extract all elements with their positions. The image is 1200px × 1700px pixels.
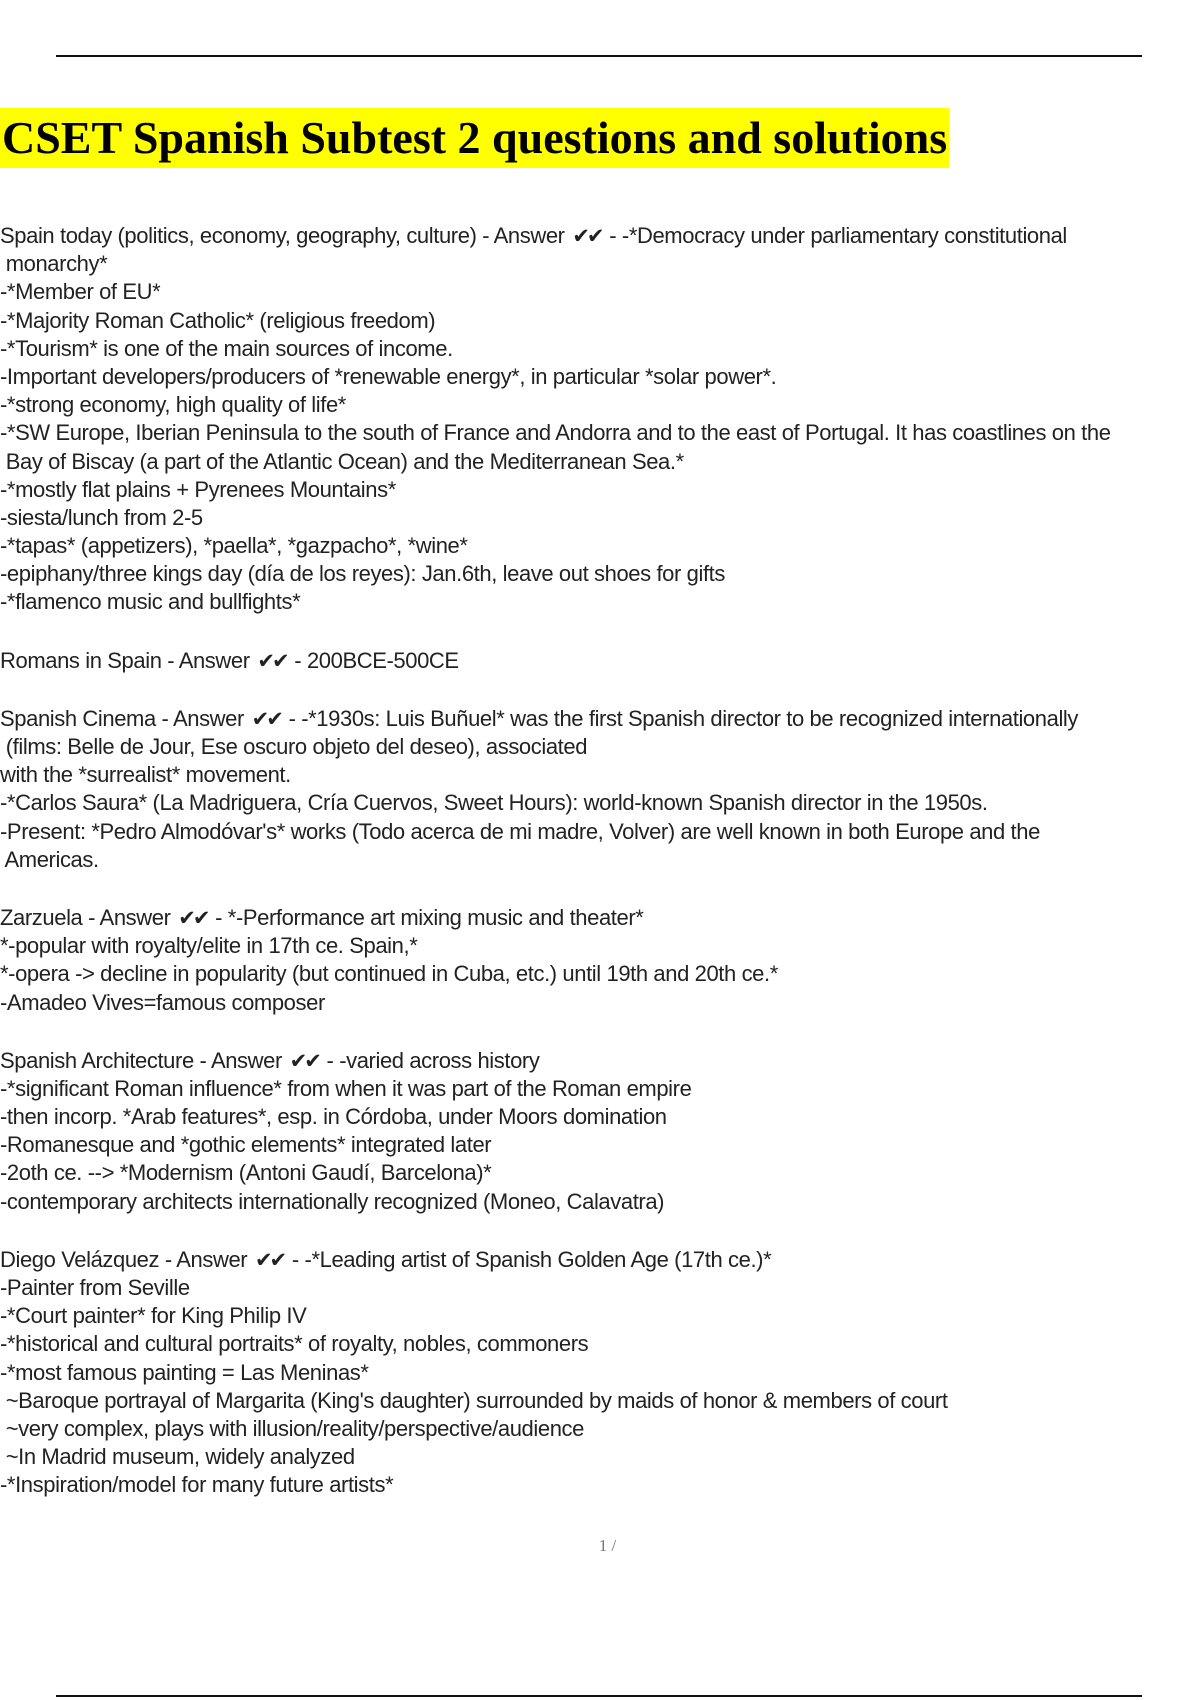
question-term: Diego Velázquez (0, 1246, 160, 1272)
qa-question-line: Spanish Cinema - Answer ✔✔ - -*1930s: Luis Buñuel* was the first Spanish director to be recognized internationally (0, 705, 1079, 731)
answer-line: -*strong economy, high quality of life* (0, 392, 346, 418)
check-mark-icon: ✔✔ (254, 1247, 285, 1272)
answer-line: ~Baroque portrayal of Margarita (King's daughter) surrounded by maids of honor & members of court (0, 1387, 948, 1413)
answer-line: -contemporary architects internationally recognized (Moneo, Calavatra) (0, 1188, 665, 1214)
answer-line: -*historical and cultural portraits* of royalty, nobles, commoners (0, 1331, 589, 1357)
check-mark-icon: ✔✔ (178, 905, 208, 930)
question-term: Zarzuela (0, 904, 83, 930)
answer-line: -*mostly flat plains + Pyrenees Mountains* (0, 476, 396, 502)
document-title: CSET Spanish Subtest 2 questions and solutions (0, 108, 949, 168)
answer-label: - Answer (164, 1246, 248, 1272)
header-rule (56, 55, 1142, 57)
answer-line: -*Member of EU* (0, 279, 161, 305)
answer-line: -*Majority Roman Catholic* (religious freedom) (0, 307, 436, 333)
answer-line: -*Carlos Saura* (La Madriguera, Cría Cuervos, Sweet Hours): world-known Spanish director in the 1950s. (0, 790, 988, 816)
qa-question-line: Spanish Architecture - Answer ✔✔ - -varied across history (0, 1047, 540, 1073)
answer-line: -epiphany/three kings day (día de los reyes): Jan.6th, leave out shoes for gifts (0, 561, 725, 587)
qa-entry (0, 705, 1200, 874)
qa-entry (0, 1246, 1200, 1500)
qa-entry (0, 647, 1200, 675)
answer-label: - Answer (88, 904, 171, 930)
question-term: Spanish Cinema (0, 705, 156, 731)
answer-line: Americas. (0, 846, 99, 872)
check-mark-icon: ✔✔ (572, 224, 602, 248)
page-number: 1 / (598, 1536, 617, 1555)
answer-label: - Answer (161, 705, 244, 731)
answer-line: *-popular with royalty/elite in 17th ce. Spain,* (0, 933, 418, 959)
qa-question-line: Romans in Spain - Answer ✔✔ - 200BCE-500CE (0, 647, 459, 673)
answer-text: -*Democracy under parliamentary constitutional (621, 223, 1067, 248)
answer-line: ~In Madrid museum, widely analyzed (0, 1444, 355, 1470)
answer-text: -*1930s: Luis Buñuel* was the first Spanish director to be recognized internationally (301, 705, 1079, 731)
answer-label: - Answer (482, 223, 565, 248)
answer-line: monarchy* (0, 251, 108, 277)
answer-text: -*Leading artist of Spanish Golden Age (17th ce.)* (304, 1246, 772, 1272)
check-mark-icon: ✔✔ (289, 1048, 319, 1073)
check-mark-icon: ✔✔ (251, 706, 281, 731)
qa-entry (0, 1047, 1200, 1216)
answer-line: -Romanesque and *gothic elements* integrated later (0, 1132, 492, 1158)
answer-line: -then incorp. *Arab features*, esp. in Córdoba, under Moors domination (0, 1104, 667, 1130)
answer-line: -Present: *Pedro Almodóvar's* works (Todo acerca de mi madre, Volver) are well known in both Europe and the (0, 818, 1040, 844)
question-term: Romans in Spain (0, 647, 162, 673)
answer-line: -*most famous painting = Las Meninas* (0, 1359, 369, 1385)
answer-text: *-Performance art mixing music and theater* (227, 904, 644, 930)
qa-entry (0, 222, 1200, 617)
answer-line: -*SW Europe, Iberian Peninsula to the south of France and Andorra and to the east of Portugal. It has coastlines on the (0, 420, 1111, 446)
answer-label: - Answer (167, 647, 250, 673)
answer-line: -Painter from Seville (0, 1275, 190, 1300)
answer-line: -*Tourism* is one of the main sources of income. (0, 335, 453, 361)
qa-entry (0, 904, 1200, 1017)
answer-line: -*significant Roman influence* from when it was part of the Roman empire (0, 1075, 692, 1101)
question-term: Spanish Architecture (0, 1047, 194, 1073)
answer-line: *-opera -> decline in popularity (but continued in Cuba, etc.) until 19th and 20th ce.* (0, 961, 778, 987)
answer-line: -*tapas* (appetizers), *paella*, *gazpacho*, *wine* (0, 533, 468, 559)
answer-line: -*Inspiration/model for many future artists* (0, 1472, 394, 1498)
answer-text: 200BCE-500CE (306, 647, 459, 673)
qa-list (0, 222, 1200, 1530)
answer-label: - Answer (199, 1047, 282, 1073)
answer-line: -2oth ce. --> *Modernism (Antoni Gaudí, Barcelona)* (0, 1160, 492, 1186)
answer-text: -varied across history (339, 1047, 540, 1073)
answer-line: -Important developers/producers of *renewable energy*, in particular *solar power*. (0, 363, 777, 389)
qa-question-line: Zarzuela - Answer ✔✔ - *-Performance art mixing music and theater* (0, 904, 644, 930)
check-mark-icon: ✔✔ (257, 648, 287, 673)
qa-question-line: Spain today (politics, economy, geography, culture) - Answer ✔✔ - -*Democracy under parliamentary constitutional (0, 223, 1067, 248)
footer-rule (56, 1695, 1142, 1697)
answer-line: -*Court painter* for King Philip IV (0, 1303, 307, 1329)
answer-line: -*flamenco music and bullfights* (0, 589, 301, 615)
answer-line: ~very complex, plays with illusion/reality/perspective/audience (0, 1415, 584, 1441)
answer-line: with the *surrealist* movement. (0, 762, 291, 788)
answer-line: -Amadeo Vives=famous composer (0, 989, 325, 1015)
qa-question-line: Diego Velázquez - Answer ✔✔ - -*Leading artist of Spanish Golden Age (17th ce.)* (0, 1246, 772, 1272)
question-term: Spain today (politics, economy, geography, culture) (0, 223, 477, 248)
answer-line: (films: Belle de Jour, Ese oscuro objeto del deseo), associated (0, 734, 588, 759)
answer-line: -siesta/lunch from 2-5 (0, 504, 203, 530)
answer-line: Bay of Biscay (a part of the Atlantic Ocean) and the Mediterranean Sea.* (0, 448, 684, 474)
